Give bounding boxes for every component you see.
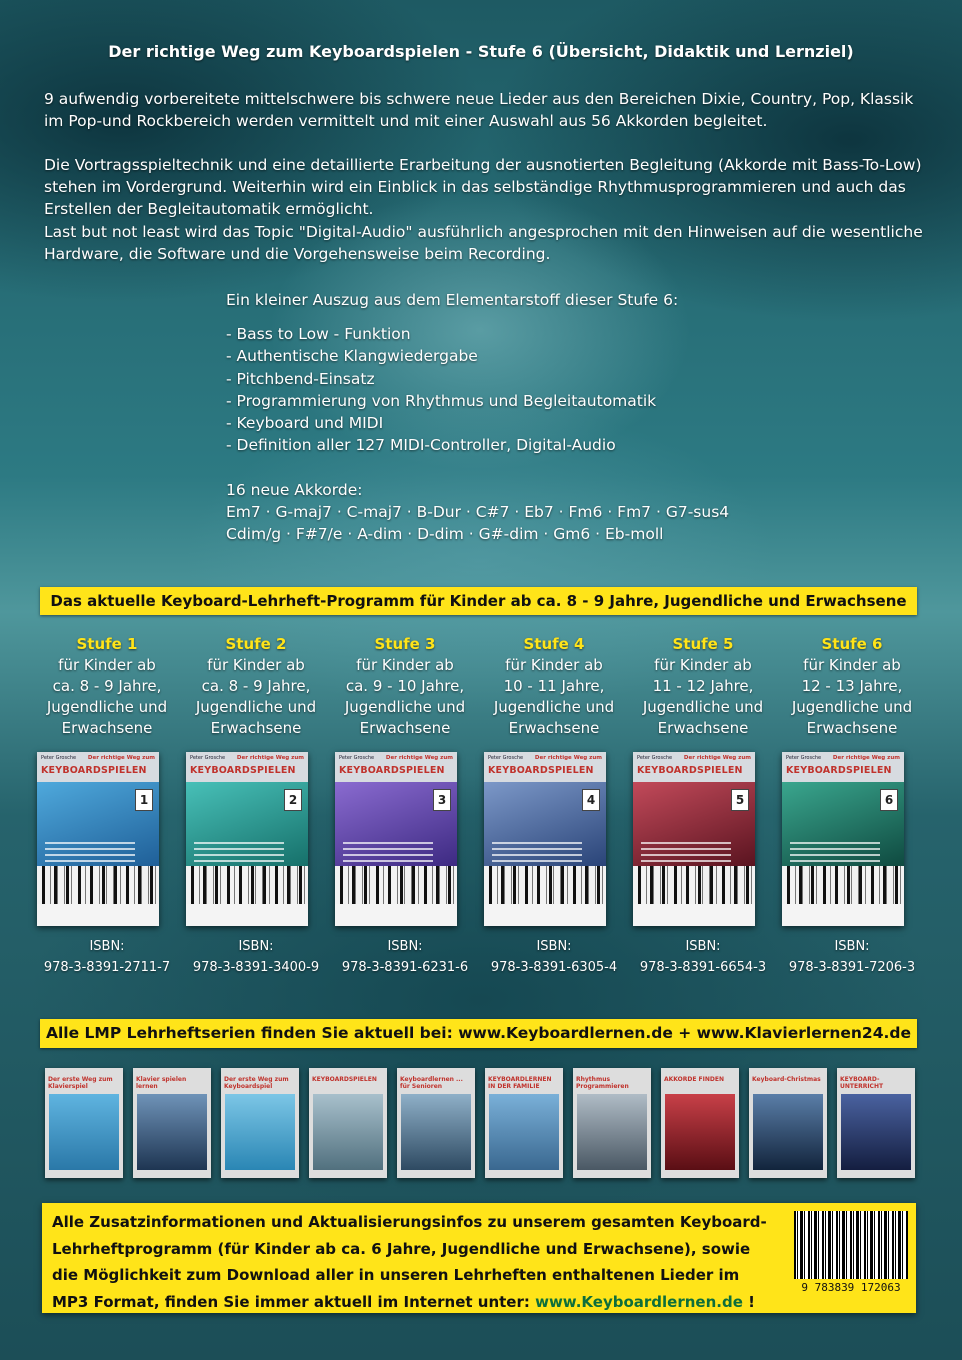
stufe-desc-line: Erwachsene	[657, 719, 749, 737]
stufe-desc-line: Jugendliche und	[46, 698, 168, 716]
chords-line: Em7 · G-maj7 · C-maj7 · B-Dur · C#7 · Eb7 · Fm6 · Fm7 · G7-sus4	[226, 503, 730, 521]
isbn-number: 978-3-8391-6305-4	[490, 960, 618, 975]
book-number: 4	[582, 789, 600, 811]
isbn-block	[333, 936, 477, 978]
book-subtitle: Der richtige Weg zum	[385, 755, 453, 761]
stufe-desc-line: 11 - 12 Jahre,	[652, 677, 754, 695]
digital-audio-paragraph: Last but not least wird das Topic "Digital-Audio" ausführlich angesprochen mit den Hinweisen auf die wesentliche Hardware, die Software und die Vorgehensweise beim Recording.	[44, 223, 923, 264]
stufe-title: Stufe 6	[821, 635, 883, 653]
isbn-block	[482, 936, 626, 978]
stufe-desc-line: Jugendliche und	[791, 698, 913, 716]
excerpt-item: - Pitchbend-Einsatz	[226, 370, 375, 388]
stufe-desc-line: 12 - 13 Jahre,	[801, 677, 903, 695]
excerpt-item: - Keyboard und MIDI	[226, 414, 384, 432]
isbn-block	[780, 936, 924, 978]
stufe-title: Stufe 5	[672, 635, 734, 653]
series-book-title: AKKORDE FINDEN	[664, 1076, 725, 1083]
isbn-number: 978-3-8391-6231-6	[341, 960, 469, 975]
stufe-column-6	[780, 634, 924, 975]
piano-keys-image	[186, 866, 308, 904]
info-line: Alle Zusatzinformationen und Aktualisierungsinfos zu unserem gesamten Keyboard-	[52, 1213, 767, 1231]
series-book-title: KEYBOARDLERNEN IN DER FAMILIE	[488, 1076, 552, 1090]
barcode-image	[794, 1211, 908, 1279]
info-line	[52, 1289, 782, 1316]
series-book-art	[577, 1094, 647, 1170]
series-book-thumb[interactable]	[309, 1068, 387, 1178]
stufe-title: Stufe 1	[76, 635, 138, 653]
stufe-desc-line: Jugendliche und	[642, 698, 764, 716]
book-author: Peter Grosche	[488, 755, 524, 761]
piano-keys-image	[484, 866, 606, 904]
stufe-desc-line: für Kinder ab	[803, 656, 901, 674]
piano-keys-image	[37, 866, 159, 904]
stufe-desc-line: Jugendliche und	[195, 698, 317, 716]
book-cover[interactable]	[484, 752, 606, 926]
book-footer	[633, 904, 755, 926]
book-subtitle: Der richtige Weg zum	[236, 755, 304, 761]
page-title: Der richtige Weg zum Keyboardspielen - Stufe 6 (Übersicht, Didaktik und Lernziel)	[108, 42, 854, 61]
chords-heading: 16 neue Akkorde:	[226, 481, 363, 499]
stufe-desc-line: Erwachsene	[508, 719, 600, 737]
book-cover[interactable]	[335, 752, 457, 926]
info-line-prefix: MP3 Format, finden Sie immer aktuell im Internet unter:	[52, 1292, 536, 1311]
stufe-column-2	[184, 634, 328, 975]
book-main-title: KEYBOARDSPIELEN	[637, 765, 743, 776]
stufe-desc-line: Erwachsene	[359, 719, 451, 737]
book-footer	[782, 904, 904, 926]
series-book-thumb[interactable]	[485, 1068, 563, 1178]
isbn-number: 978-3-8391-3400-9	[192, 960, 320, 975]
book-main-title: KEYBOARDSPIELEN	[190, 765, 296, 776]
series-banner: Alle LMP Lehrheftserien finden Sie aktuell bei: www.Keyboardlernen.de + www.Klavierlernen24.de	[40, 1019, 917, 1048]
book-author: Peter Grosche	[339, 755, 375, 761]
book-number: 2	[284, 789, 302, 811]
excerpt-item: - Definition aller 127 MIDI-Controller, Digital-Audio	[226, 436, 616, 454]
isbn-block	[35, 936, 179, 978]
stufe-desc-line: Erwachsene	[61, 719, 153, 737]
book-author: Peter Grosche	[637, 755, 673, 761]
stufe-desc-line: Jugendliche und	[344, 698, 466, 716]
barcode-number: 9 783839 172063	[801, 1281, 901, 1294]
isbn-block	[631, 936, 775, 978]
book-number: 3	[433, 789, 451, 811]
book-subtitle: Der richtige Weg zum	[534, 755, 602, 761]
book-cover[interactable]	[37, 752, 159, 926]
stufe-desc-line: ca. 9 - 10 Jahre,	[345, 677, 465, 695]
stufe-title: Stufe 3	[374, 635, 436, 653]
piano-keys-image	[335, 866, 457, 904]
series-book-title: KEYBOARDSPIELEN	[312, 1076, 377, 1083]
stufe-desc-line: Erwachsene	[806, 719, 898, 737]
series-book-thumb[interactable]	[573, 1068, 651, 1178]
book-cover[interactable]	[633, 752, 755, 926]
book-author: Peter Grosche	[786, 755, 822, 761]
book-number: 1	[135, 789, 153, 811]
stufe-desc-line: Jugendliche und	[493, 698, 615, 716]
series-book-title: Der erste Weg zum Keyboardspiel	[224, 1076, 289, 1090]
website-link[interactable]: www.Keyboardlernen.de	[535, 1292, 743, 1311]
stufe-desc-line: ca. 8 - 9 Jahre,	[52, 677, 162, 695]
book-main-title: KEYBOARDSPIELEN	[488, 765, 594, 776]
stufe-desc-line: Erwachsene	[210, 719, 302, 737]
excerpt-item: - Bass to Low - Funktion	[226, 325, 411, 343]
program-banner: Das aktuelle Keyboard-Lehrheft-Programm für Kinder ab ca. 8 - 9 Jahre, Jugendliche und Erwachsene	[40, 587, 917, 615]
series-book-thumb[interactable]	[133, 1068, 211, 1178]
book-footer	[186, 904, 308, 926]
book-footer	[37, 904, 159, 926]
isbn-number: 978-3-8391-7206-3	[788, 960, 916, 975]
series-book-art	[137, 1094, 207, 1170]
stufe-desc-line: für Kinder ab	[207, 656, 305, 674]
series-book-title: KEYBOARD-UNTERRICHT	[840, 1076, 884, 1090]
book-subtitle: Der richtige Weg zum	[683, 755, 751, 761]
piano-keys-image	[782, 866, 904, 904]
stufe-column-1	[35, 634, 179, 975]
isbn-label: ISBN:	[238, 939, 274, 954]
book-author: Peter Grosche	[41, 755, 77, 761]
info-line: die Möglichkeit zum Download aller in unseren Lehrheften enthaltenen Lieder im	[52, 1266, 740, 1284]
stufe-title: Stufe 4	[523, 635, 585, 653]
info-box	[42, 1203, 916, 1313]
series-book-title: Klavier spielen lernen	[136, 1076, 187, 1090]
isbn-label: ISBN:	[685, 939, 721, 954]
isbn-number: 978-3-8391-6654-3	[639, 960, 767, 975]
info-line-suffix: !	[742, 1292, 755, 1311]
series-book-art	[753, 1094, 823, 1170]
stufe-desc-line: 10 - 11 Jahre,	[503, 677, 605, 695]
book-author: Peter Grosche	[190, 755, 226, 761]
excerpt-item: - Programmierung von Rhythmus und Begleitautomatik	[226, 392, 657, 410]
series-book-art	[841, 1094, 911, 1170]
series-book-thumb[interactable]	[45, 1068, 123, 1178]
series-book-art	[665, 1094, 735, 1170]
intro-paragraph: 9 aufwendig vorbereitete mittelschwere bis schwere neue Lieder aus den Bereichen Dixie, Country, Pop, Klassik im Pop-und Rockbereich werden vermittelt und mit einer Auswahl aus 56 Akkorden begleitet.	[44, 90, 914, 131]
book-main-title: KEYBOARDSPIELEN	[339, 765, 445, 776]
isbn-number: 978-3-8391-2711-7	[43, 960, 171, 975]
series-book-art	[49, 1094, 119, 1170]
info-line: Lehrheftprogramm (für Kinder ab ca. 6 Jahre, Jugendliche und Erwachsene), sowie	[52, 1239, 751, 1258]
series-book-thumb[interactable]	[749, 1068, 827, 1178]
excerpt-heading: Ein kleiner Auszug aus dem Elementarstoff dieser Stufe 6:	[226, 291, 679, 309]
piano-keys-image	[633, 866, 755, 904]
series-book-art	[401, 1094, 471, 1170]
isbn-label: ISBN:	[387, 939, 423, 954]
stufe-desc-line: für Kinder ab	[505, 656, 603, 674]
isbn-label: ISBN:	[536, 939, 572, 954]
info-text	[52, 1209, 782, 1315]
series-book-title: Rhythmus Programmieren	[576, 1076, 629, 1090]
isbn-label: ISBN:	[89, 939, 125, 954]
stufe-column-5	[631, 634, 775, 975]
series-book-title: Keyboardlernen ... für Senioren	[400, 1076, 463, 1090]
book-number: 6	[880, 789, 898, 811]
series-book-title: Keyboard-Christmas	[752, 1076, 821, 1083]
series-book-thumb[interactable]	[397, 1068, 475, 1178]
stufe-desc-line: für Kinder ab	[654, 656, 752, 674]
isbn-block	[184, 936, 328, 978]
series-book-thumb[interactable]	[661, 1068, 739, 1178]
stufe-column-3	[333, 634, 477, 975]
book-cover[interactable]	[782, 752, 904, 926]
book-main-title: KEYBOARDSPIELEN	[786, 765, 892, 776]
book-main-title: KEYBOARDSPIELEN	[41, 765, 147, 776]
stufe-desc-line: für Kinder ab	[58, 656, 156, 674]
stufe-desc-line: für Kinder ab	[356, 656, 454, 674]
series-book-art	[489, 1094, 559, 1170]
excerpt-item: - Authentische Klangwiedergabe	[226, 347, 478, 365]
series-book-art	[313, 1094, 383, 1170]
book-number: 5	[731, 789, 749, 811]
stufe-desc-line: ca. 8 - 9 Jahre,	[201, 677, 311, 695]
book-footer	[335, 904, 457, 926]
series-book-art	[225, 1094, 295, 1170]
book-footer	[484, 904, 606, 926]
book-cover[interactable]	[186, 752, 308, 926]
book-subtitle: Der richtige Weg zum	[87, 755, 155, 761]
stufe-title: Stufe 2	[225, 635, 287, 653]
book-subtitle: Der richtige Weg zum	[832, 755, 900, 761]
technique-paragraph: Die Vortragsspieltechnik und eine detaillierte Erarbeitung der ausnotierten Begleitung (Akkorde mit Bass-To-Low) stehen im Vordergrund. Weiterhin wird ein Einblick in das selbständige Rhythmusprogrammieren und auch das Erstellen der Begleitautomatik ermöglicht.	[44, 156, 922, 219]
series-book-title: Der erste Weg zum Klavierspiel	[48, 1076, 113, 1090]
stufe-column-4	[482, 634, 626, 975]
series-book-thumb[interactable]	[221, 1068, 299, 1178]
series-book-thumb[interactable]	[837, 1068, 915, 1178]
isbn-label: ISBN:	[834, 939, 870, 954]
chords-line: Cdim/g · F#7/e · A-dim · D-dim · G#-dim · Gm6 · Eb-moll	[226, 525, 664, 543]
